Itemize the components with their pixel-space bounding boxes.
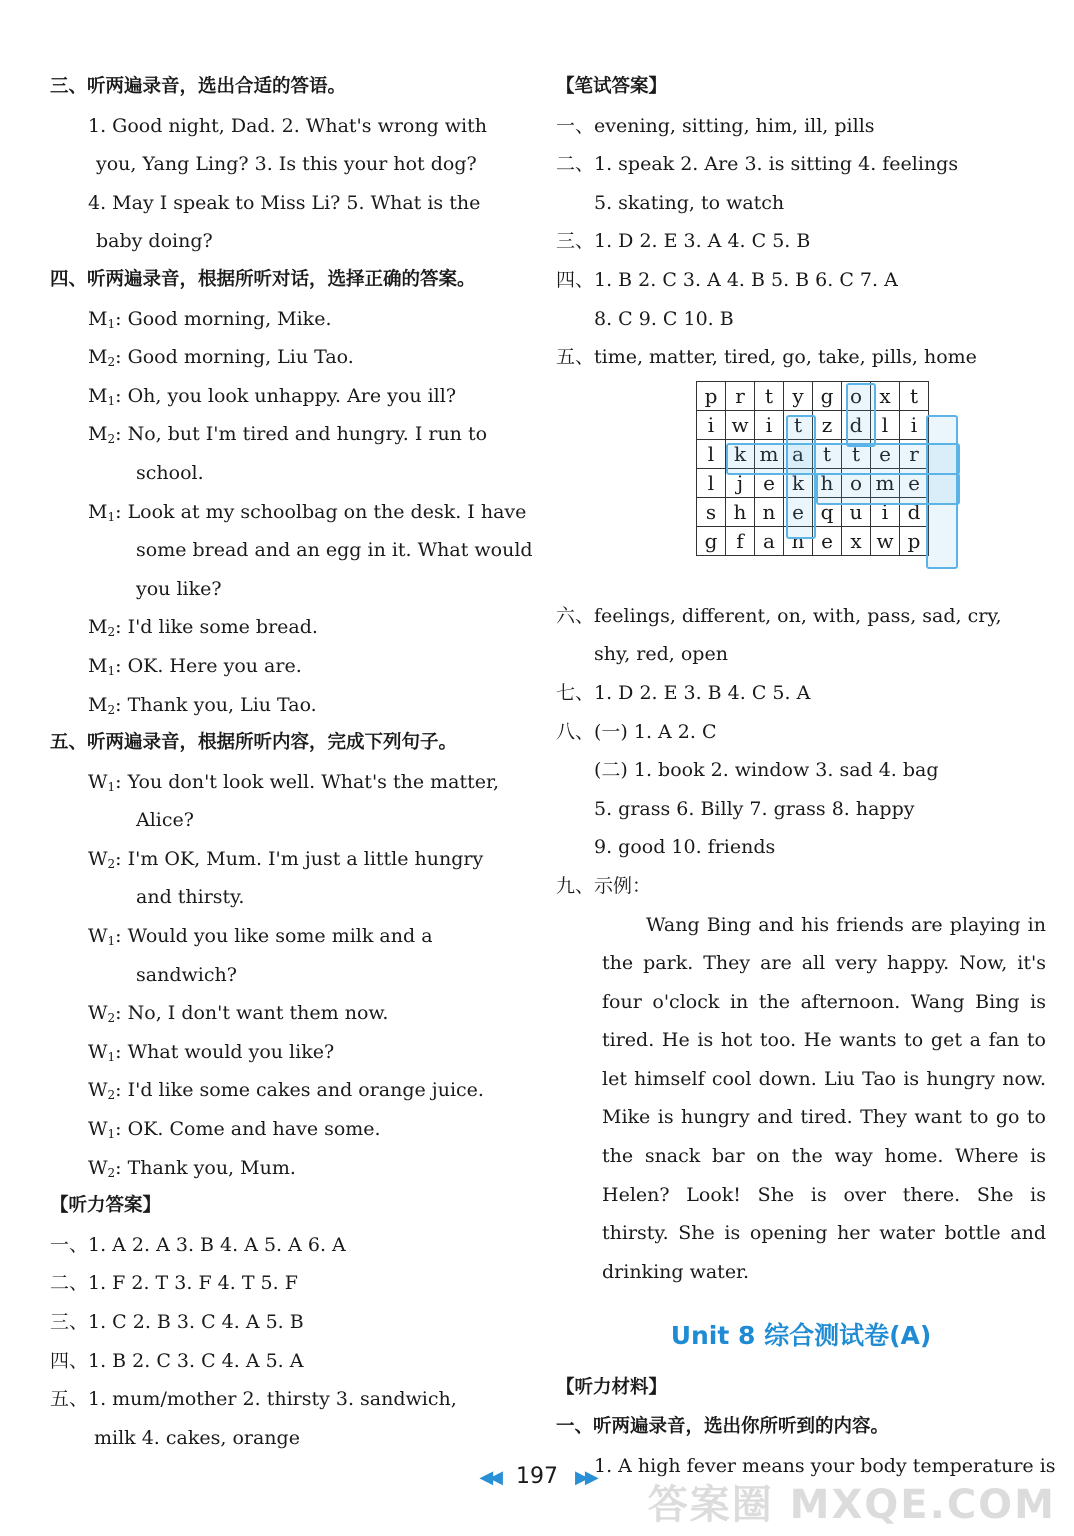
answer-line: (二) 1. book 2. window 3. sad 4. bag	[594, 759, 939, 782]
dialogue-line: $W_1$: What would you like?	[88, 1040, 335, 1064]
grid-cell: a	[755, 526, 784, 555]
dialogue-line: $W_1$: Would you like some milk and a	[88, 925, 433, 949]
dialogue-line: $M_1$: OK. Here you are.	[88, 654, 302, 678]
essay-line: tired. He is hot too. He wants to get a fan to	[602, 1029, 1046, 1052]
answer-line: 二、1. F 2. T 3. F 4. T 5. F	[50, 1272, 298, 1295]
grid-cell: t	[784, 410, 813, 439]
answer-line: 二、1. speak 2. Are 3. is sitting 4. feelings	[556, 153, 959, 176]
speaker: $W_1$:	[88, 1040, 128, 1064]
dialogue-2-rest	[50, 994, 530, 1187]
text-line: Alice?	[136, 809, 194, 832]
section-1-title: 一、听两遍录音，选出你所听到的内容。	[556, 1416, 890, 1438]
text-line: and thirsty.	[136, 886, 245, 909]
dialogue-line: $W_1$: You don't look well. What's the matter,	[88, 770, 500, 794]
answer-line: 5. grass 6. Billy 7. grass 8. happy	[594, 797, 915, 820]
text-line: 4. May I speak to Miss Li? 5. What is the	[88, 191, 481, 214]
grid-row	[697, 381, 929, 410]
listening-answers-title: 【听力答案】	[50, 1195, 162, 1217]
grid-cell: k	[726, 439, 755, 468]
highlight-matter	[726, 443, 960, 475]
grid-cell: p	[900, 526, 929, 555]
dialogue-line: $M_2$: Good morning, Liu Tao.	[88, 346, 354, 370]
grid-cell: a	[784, 439, 813, 468]
grid-cell: e	[784, 497, 813, 526]
grid-cell: m	[871, 468, 900, 497]
grid-cell: l	[871, 410, 900, 439]
answer-line: 六、feelings, different, on, with, pass, sad, cry,	[556, 604, 1002, 627]
highlight-time	[786, 415, 816, 539]
speaker: $W_2$:	[88, 1002, 128, 1026]
grid-cell: i	[697, 410, 726, 439]
listening-material-title: 【听力材料】	[556, 1377, 668, 1399]
answer-line: 七、1. D 2. E 3. B 4. C 5. A	[556, 681, 811, 704]
dialogue-line: $W_2$: Thank you, Mum.	[88, 1156, 296, 1180]
grid-cell: x	[842, 526, 871, 555]
grid-cell: k	[784, 468, 813, 497]
text-line: 1. Good night, Dad. 2. What's wrong with	[88, 114, 487, 137]
dialogue-1	[50, 300, 530, 454]
text-line: sandwich?	[136, 963, 237, 986]
grid-cell: i	[900, 410, 929, 439]
dialogue-line: $W_2$: I'm OK, Mum. I'm just a little hungry	[88, 847, 484, 871]
highlight-go	[846, 383, 876, 447]
essay-line: the snack bar on the way home. Where is	[602, 1145, 1046, 1168]
dialogue-line: $M_1$: Good morning, Mike.	[88, 307, 332, 331]
dialogue-line: $M_1$: Look at my schoolbag on the desk. I have	[88, 500, 527, 524]
dialogue-line: $W_1$: OK. Come and have some.	[88, 1118, 381, 1142]
grid-cell: t	[842, 439, 871, 468]
answer-line: 5. skating, to watch	[594, 191, 785, 214]
speaker: $W_2$:	[88, 847, 128, 871]
text-line: school.	[136, 461, 204, 484]
answer-line: 八、(一) 1. A 2. C	[556, 720, 717, 743]
speaker: $W_2$:	[88, 1079, 128, 1103]
answer-line: 四、1. B 2. C 3. C 4. A 5. A	[50, 1349, 304, 1372]
speaker: $M_2$:	[88, 616, 128, 640]
grid-cell: d	[900, 497, 929, 526]
right-column	[556, 68, 1056, 1485]
listening-answers	[50, 1226, 530, 1419]
text-line: you like?	[136, 577, 222, 600]
answer-line: 一、1. A 2. A 3. B 4. A 5. A 6. A	[50, 1233, 346, 1256]
grid-cell: w	[726, 410, 755, 439]
grid-cell: o	[842, 468, 871, 497]
dialogue-line: $M_2$: Thank you, Liu Tao.	[88, 693, 317, 717]
speaker: $M_1$:	[88, 384, 128, 408]
answer-line: 五、time, matter, tired, go, take, pills, home	[556, 346, 977, 369]
unit-title: Unit 8 综合测试卷(A)	[670, 1321, 932, 1351]
grid-cell: t	[755, 381, 784, 410]
grid-cell: f	[726, 526, 755, 555]
grid-cell: r	[900, 439, 929, 468]
section-3-title: 三、听两遍录音，选出合适的答语。	[50, 76, 347, 97]
watermark: 答案圈 MXQE.COM	[647, 1482, 1056, 1528]
answer-line: 8. C 9. C 10. B	[594, 307, 734, 330]
dialogue-line: $M_2$: No, but I'm tired and hungry. I run to	[88, 423, 488, 447]
sample-essay	[556, 906, 1046, 1292]
dialogue-line: $M_2$: I'd like some bread.	[88, 616, 318, 640]
grid-cell: e	[900, 468, 929, 497]
grid-cell: g	[697, 526, 726, 555]
text-line: 1. A high fever means your body temperature is	[594, 1454, 1056, 1477]
speaker: $M_2$:	[88, 346, 128, 370]
speaker: $W_2$:	[88, 1156, 128, 1180]
answer-line: 9. good 10. friends	[594, 836, 776, 859]
grid-cell: n	[755, 497, 784, 526]
essay-line: Wang Bing and his friends are playing in	[646, 913, 1046, 936]
essay-line: four o'clock in the afternoon. Wang Bing is	[602, 990, 1046, 1013]
speaker: $M_1$:	[88, 500, 128, 524]
dialogue-line: $W_2$: I'd like some cakes and orange juice.	[88, 1079, 484, 1103]
grid-cell: h	[726, 497, 755, 526]
grid-cell: z	[813, 410, 842, 439]
dialogue-line: $W_2$: No, I don't want them now.	[88, 1002, 389, 1026]
grid-cell: h	[813, 468, 842, 497]
grid-cell: y	[784, 381, 813, 410]
grid-cell: p	[697, 381, 726, 410]
next-arrows-icon: ▶▶	[575, 1467, 595, 1488]
written-answers-title: 【笔试答案】	[556, 76, 668, 97]
answer-line: 三、1. D 2. E 3. A 4. C 5. B	[556, 230, 811, 253]
grid-cell: l	[697, 439, 726, 468]
speaker: $W_1$:	[88, 1118, 128, 1142]
speaker: $W_1$:	[88, 925, 128, 949]
page-number: 197	[516, 1464, 558, 1489]
answer-line: 五、1. mum/mother 2. thirsty 3. sandwich,	[50, 1388, 457, 1411]
grid-cell: i	[755, 410, 784, 439]
answer-line: 九、示例：	[556, 874, 652, 897]
grid-cell: t	[813, 439, 842, 468]
grid-cell: g	[813, 381, 842, 410]
text-line: you, Yang Ling? 3. Is this your hot dog?	[96, 153, 477, 176]
essay-line: drinking water.	[602, 1260, 750, 1283]
text-line: baby doing?	[96, 230, 213, 253]
section-4-title: 四、听两遍录音，根据所听对话，选择正确的答案。	[50, 268, 476, 290]
grid-cell: e	[755, 468, 784, 497]
speaker: $M_1$:	[88, 307, 128, 331]
grid-cell: e	[813, 526, 842, 555]
grid-cell: l	[697, 468, 726, 497]
grid-cell: r	[726, 381, 755, 410]
text-line: some bread and an egg in it. What would	[136, 539, 533, 562]
prev-arrows-icon: ◀◀	[479, 1467, 499, 1488]
word-search-puzzle	[556, 377, 1046, 597]
speaker: $M_1$:	[88, 654, 128, 678]
grid-cell: m	[755, 439, 784, 468]
essay-line: Mike is hungry and tired. They want to go to	[602, 1106, 1046, 1129]
grid-cell: n	[784, 526, 813, 555]
essay-line: thirsty. She is opening her water bottle and	[602, 1222, 1046, 1245]
grid-cell: i	[871, 497, 900, 526]
grid-cell: e	[871, 439, 900, 468]
dialogue-line: $M_1$: Oh, you look unhappy. Are you ill?	[88, 384, 457, 408]
grid-cell: w	[871, 526, 900, 555]
answer-line: 三、1. C 2. B 3. C 4. A 5. B	[50, 1311, 304, 1333]
grid-cell: u	[842, 497, 871, 526]
grid-cell: q	[813, 497, 842, 526]
essay-line: the park. They are all very happy. Now, it's	[602, 952, 1046, 975]
answer-line: 一、evening, sitting, him, ill, pills	[556, 114, 875, 137]
grid-cell: s	[697, 497, 726, 526]
grid-cell: j	[726, 468, 755, 497]
speaker: $W_1$:	[88, 770, 128, 794]
answer-line: shy, red, open	[594, 643, 728, 666]
answer-line: 四、1. B 2. C 3. A 4. B 5. B 6. C 7. A	[556, 268, 898, 291]
left-column	[50, 68, 533, 1457]
grid-cell: o	[842, 381, 871, 410]
dialogue-1-rest	[50, 608, 530, 724]
highlight-home	[816, 473, 960, 505]
text-line: milk 4. cakes, orange	[94, 1426, 300, 1449]
grid-cell: t	[900, 381, 929, 410]
speaker: $M_2$:	[88, 693, 128, 717]
grid-cell: d	[842, 410, 871, 439]
essay-line: let himself cool down. Liu Tao is hungry now.	[602, 1067, 1046, 1090]
essay-line: Helen? Look! She is over there. She is	[602, 1183, 1046, 1206]
speaker: $M_2$:	[88, 423, 128, 447]
section-5-title: 五、听两遍录音，根据所听内容，完成下列句子。	[50, 732, 458, 754]
grid-cell: x	[871, 381, 900, 410]
